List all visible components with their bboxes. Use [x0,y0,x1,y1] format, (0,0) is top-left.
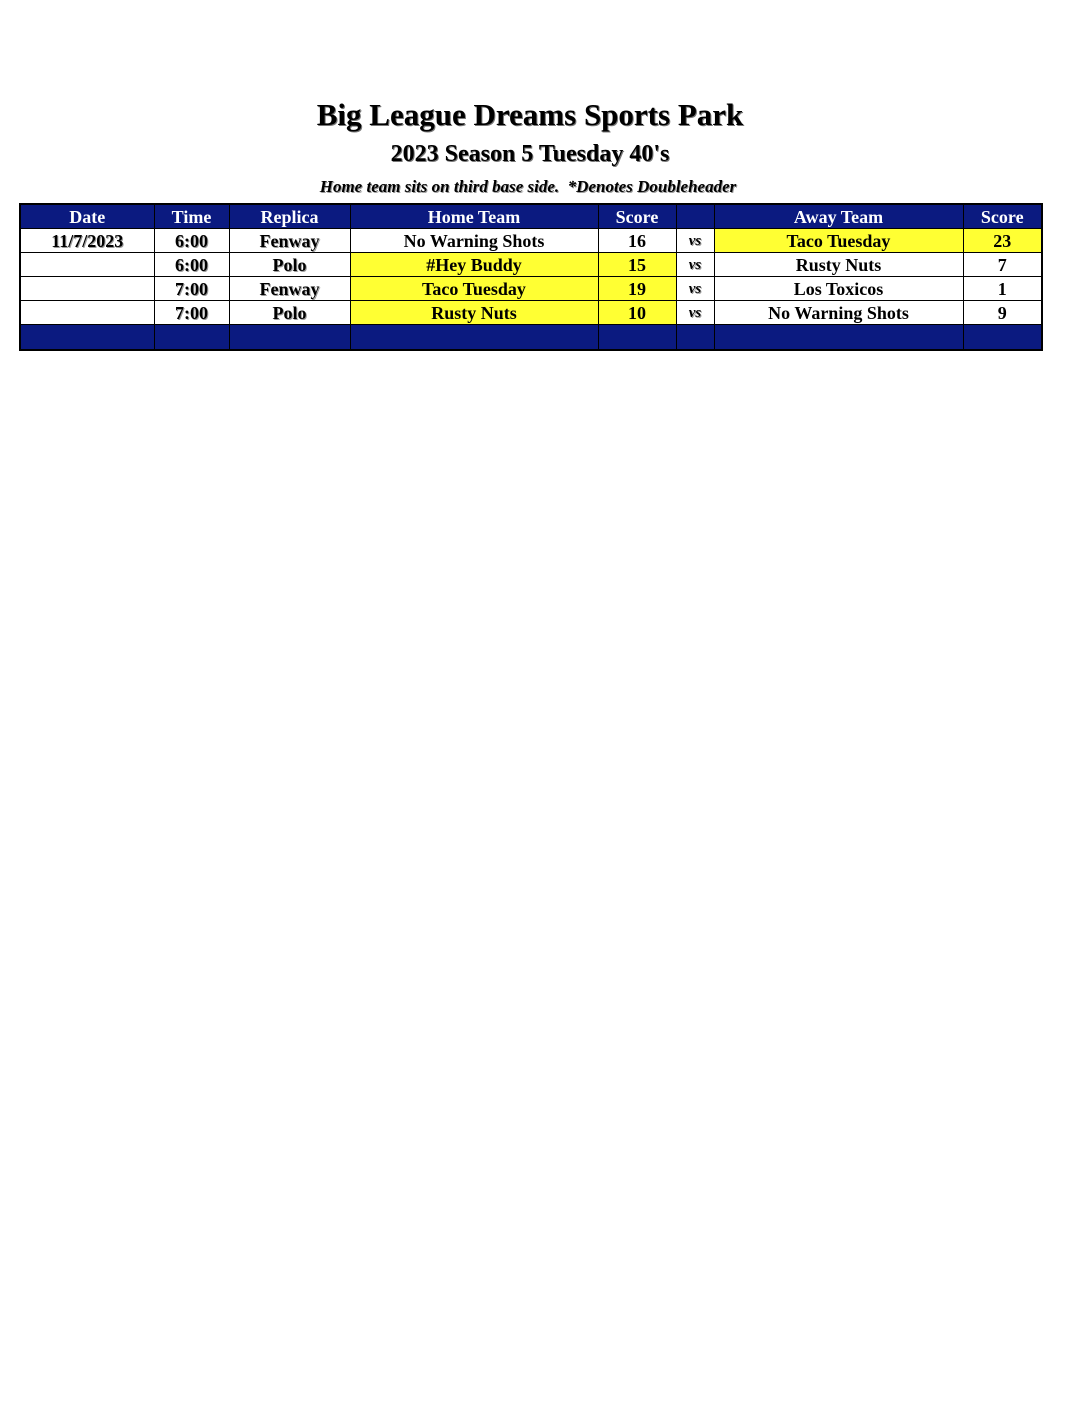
time-cell: 7:00 [154,301,229,325]
away-team-cell: Los Toxicos [714,277,963,301]
vs-cell: vs [676,277,714,301]
doubleheader-note: *Denotes Doubleheader [567,177,737,196]
time-cell: 7:00 [154,277,229,301]
table-footer-row [20,325,1042,351]
footer-cell [20,325,154,351]
away-score-cell: 7 [963,253,1042,277]
date-cell [20,301,154,325]
replica-cell: Polo [229,301,350,325]
home-team-cell: #Hey Buddy [350,253,598,277]
home-team-cell: No Warning Shots [350,229,598,253]
date-cell [20,253,154,277]
replica-cell: Fenway [229,229,350,253]
col-header-home-team: Home Team [350,204,598,229]
home-side-note: Home team sits on third base side. [319,177,560,196]
footer-cell [676,325,714,351]
page-title: Big League Dreams Sports Park [316,97,744,132]
footer-cell [229,325,350,351]
table-row [20,229,1042,253]
away-score-cell: 1 [963,277,1042,301]
table-row [20,253,1042,277]
col-header-date: Date [20,204,154,229]
col-header-away-score: Score [963,204,1042,229]
away-team-cell: Rusty Nuts [714,253,963,277]
home-score-cell: 10 [598,301,676,325]
date-cell: 11/7/2023 [20,229,154,253]
vs-cell: vs [676,229,714,253]
replica-cell: Fenway [229,277,350,301]
home-team-cell: Rusty Nuts [350,301,598,325]
col-header-away-team: Away Team [714,204,963,229]
away-score-cell: 9 [963,301,1042,325]
col-header-time: Time [154,204,229,229]
time-cell: 6:00 [154,229,229,253]
col-header-home-score: Score [598,204,676,229]
away-score-cell: 23 [963,229,1042,253]
date-cell [20,277,154,301]
home-score-cell: 15 [598,253,676,277]
footer-cell [963,325,1042,351]
schedule-table [19,203,1043,351]
col-header-replica: Replica [229,204,350,229]
schedule-note [0,177,1056,197]
vs-cell: vs [676,253,714,277]
footer-cell [598,325,676,351]
footer-cell [714,325,963,351]
col-header-vs [676,204,714,229]
away-team-cell: Taco Tuesday [714,229,963,253]
home-team-cell: Taco Tuesday [350,277,598,301]
table-header-row [20,204,1042,229]
vs-cell: vs [676,301,714,325]
table-row [20,301,1042,325]
season-subtitle: 2023 Season 5 Tuesday 40's [390,141,670,167]
away-team-cell: No Warning Shots [714,301,963,325]
table-row [20,277,1042,301]
home-score-cell: 16 [598,229,676,253]
footer-cell [350,325,598,351]
replica-cell: Polo [229,253,350,277]
home-score-cell: 19 [598,277,676,301]
footer-cell [154,325,229,351]
time-cell: 6:00 [154,253,229,277]
